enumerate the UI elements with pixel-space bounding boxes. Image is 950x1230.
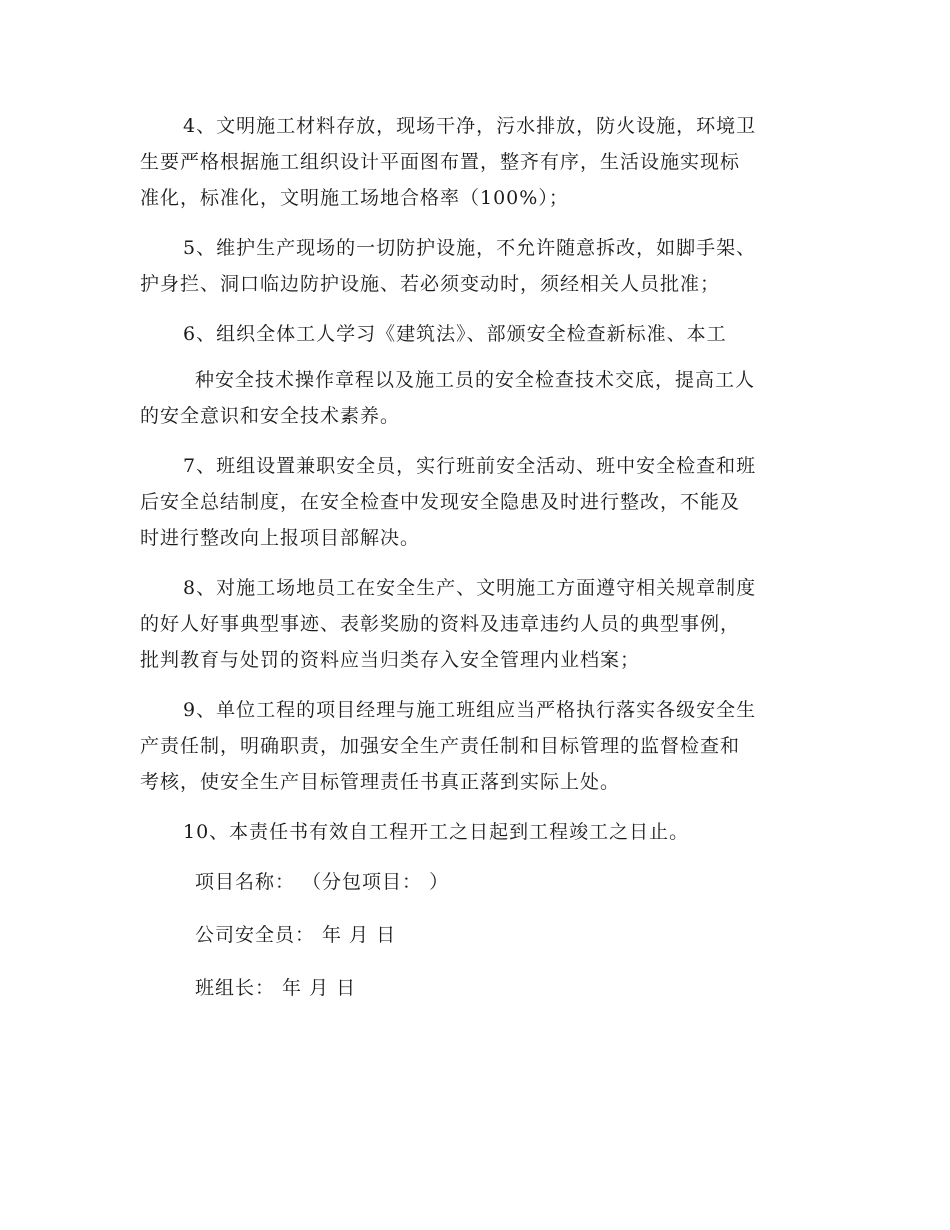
clause-10: 10、本责任书有效自工程开工之日起到工程竣工之日止。: [183, 821, 690, 843]
project-name-line: 项目名称： （分包项目： ）: [195, 871, 450, 893]
team-leader-line: 班组长： 年 月 日: [195, 977, 357, 999]
clause-9: 9、单位工程的项目经理与施工班组应当严格执行落实各级安全生 产责任制，明确职责，加强安全生产责任制和目标管理的监督检查和 考核，使安全生产目标管理责任书真正落到实际上处。: [140, 699, 757, 793]
clause-4: 4、文明施工材料存放，现场干净，污水排放，防火设施，环境卫 生要严格根据施工组织设计平面图布置，整齐有序，生活设施实现标 准化，标准化，文明施工场地合格率（100%）；: [140, 115, 757, 209]
clause-7: 7、班组设置兼职安全员，实行班前安全活动、班中安全检查和班 后安全总结制度，在安全检查中发现安全隐患及时进行整改，不能及 时进行整改向上报项目部解决。: [140, 455, 757, 549]
clause-6-line-1: 6、组织全体工人学习《建筑法》、部颁安全检查新标准、本工: [183, 323, 727, 345]
clause-6-continuation: 种安全技术操作章程以及施工员的安全检查技术交底，提高工人 的安全意识和安全技术素养。: [140, 369, 756, 427]
safety-officer-line: 公司安全员： 年 月 日: [195, 924, 397, 946]
clause-5: 5、维护生产现场的一切防护设施，不允许随意拆改，如脚手架、 护身拦、洞口临边防护设施、若必须变动时，须经相关人员批准；: [140, 237, 757, 295]
clause-8: 8、对施工场地员工在安全生产、文明施工方面遵守相关规章制度 的好人好事典型事迹、表彰奖励的资料及违章违约人员的典型事例， 批判教育与处罚的资料应当归类存入安全管理内业档案；: [140, 577, 757, 671]
document-body: [140, 108, 810, 1023]
